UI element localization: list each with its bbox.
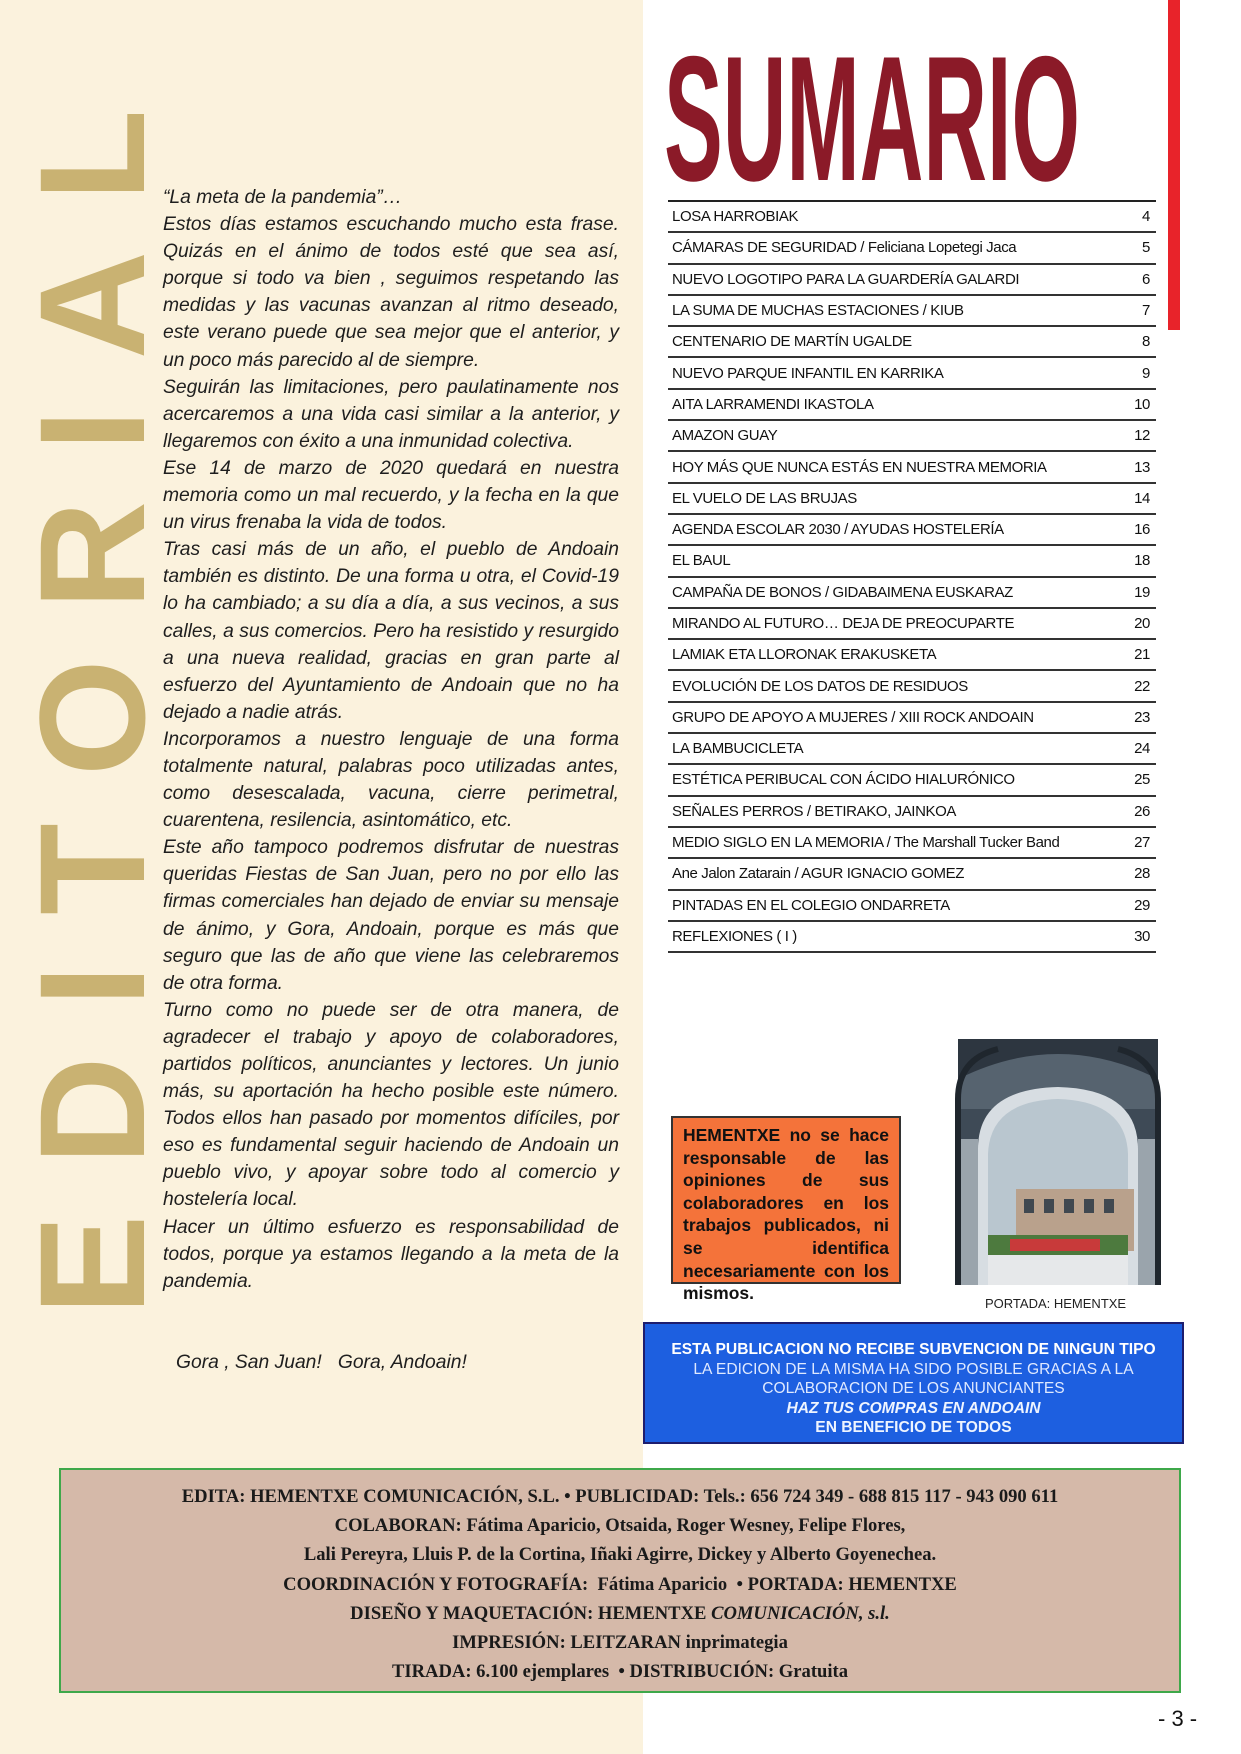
sumario-item[interactable] <box>668 765 1156 796</box>
sumario-item-label: NUEVO LOGOTIPO PARA LA GUARDERÍA GALARDI <box>672 270 1020 288</box>
sumario-item-page: 27 <box>1134 834 1150 852</box>
credits-line: EDITA: HEMENTXE COMUNICACIÓN, S.L. • PUBLICIDAD: Tels.: 656 724 349 - 688 815 117 - 943 090 611 <box>181 1486 1059 1507</box>
sumario-item[interactable] <box>668 452 1156 483</box>
sumario-item-page: 5 <box>1142 239 1150 257</box>
sumario-item-page: 4 <box>1142 208 1150 226</box>
sumario-item-page: 6 <box>1142 270 1150 288</box>
sumario-item[interactable] <box>668 296 1156 327</box>
sumario-item[interactable] <box>668 327 1156 358</box>
sumario-item[interactable] <box>668 578 1156 609</box>
sumario-item-label: CÁMARAS DE SEGURIDAD / Feliciana Lopetegi Jaca <box>672 239 1017 257</box>
sumario-item-label: EL VUELO DE LAS BRUJAS <box>672 489 857 507</box>
sumario-item-label: AMAZON GUAY <box>672 427 778 445</box>
sumario-item-label: NUEVO PARQUE INFANTIL EN KARRIKA <box>672 364 944 382</box>
sumario-item-label: ESTÉTICA PERIBUCAL CON ÁCIDO HIALURÓNICO <box>672 771 1015 789</box>
editorial-paragraph: Incorporamos a nuestro lenguaje de una forma totalmente natural, palabras poco utilizadas antes, como desescalada, vacuna, cierre perimetral, cuarentena, resilencia, asintomático, etc. <box>163 728 619 832</box>
editorial-paragraph: Estos días estamos escuchando mucho esta frase. Quizás en el ánimo de todos esté que sea así, porque si todo va bien , seguimos respetando las medidas y las vacunas avanzan al ritmo deseado, este verano puede que sea mejor que el anterior, y un poco más parecido al de siempre. <box>163 214 619 371</box>
sumario-item-page: 26 <box>1134 802 1150 820</box>
credits-box <box>59 1468 1181 1693</box>
credits-line <box>61 1599 1179 1628</box>
sumario-item-page: 22 <box>1134 677 1150 695</box>
sumario-item-page: 10 <box>1134 395 1150 413</box>
cover-photo <box>958 1039 1158 1285</box>
cover-photo-caption: PORTADA: HEMENTXE <box>985 1296 1127 1311</box>
sumario-item[interactable] <box>668 734 1156 765</box>
editorial-paragraph: Este año tampoco podremos disfrutar de nuestras queridas Fiestas de San Juan, pero no por ello las firmas comerciales han dejado de enviar su mensaje de ánimo, y Gora, Andoain, porque es más que seguro que las de año que viene las celebraremos de otra forma. <box>163 837 619 994</box>
sumario-item-page: 8 <box>1142 333 1150 351</box>
sumario-item-page: 21 <box>1134 646 1150 664</box>
editorial-paragraph: Hacer un último esfuerzo es responsabilidad de todos, porque ya estamos llegando a la meta de la pandemia. <box>163 1216 619 1292</box>
sumario-item-label: MEDIO SIGLO EN LA MEMORIA / The Marshall Tucker Band <box>672 834 1060 852</box>
sumario-title-text: SUMARIO <box>664 19 1080 218</box>
sumario-item[interactable] <box>668 265 1156 296</box>
credits-line: COORDINACIÓN Y FOTOGRAFÍA: Fátima Aparicio • PORTADA: HEMENTXE <box>283 1573 957 1595</box>
sumario-item-label: HOY MÁS QUE NUNCA ESTÁS EN NUESTRA MEMORIA <box>672 458 1047 476</box>
sumario-item-page: 14 <box>1134 489 1150 507</box>
sumario-item-label: Ane Jalon Zatarain / AGUR IGNACIO GOMEZ <box>672 865 964 883</box>
sumario-item[interactable] <box>668 922 1156 953</box>
sumario-item-label: AITA LARRAMENDI IKASTOLA <box>672 395 874 413</box>
sumario-item-page: 28 <box>1134 865 1150 883</box>
funding-notice-line: COLABORACION DE LOS ANUNCIANTES <box>762 1380 1065 1398</box>
editorial-paragraph: Turno como no puede ser de otra manera, de agradecer el trabajo y apoyo de colaboradores, partidos políticos, anunciantes y lectores. Un junio más, su aportación ha hecho posible este número. Todos ellos han pasado por momentos difíciles, por eso es fundamental seguir haciendo de Andoain un pueblo vivo, y apoyar sobre todo al comercio y hostelería local. <box>163 999 619 1211</box>
sumario-item-label: PINTADAS EN EL COLEGIO ONDARRETA <box>672 896 950 914</box>
sumario-item-page: 19 <box>1134 583 1150 601</box>
editorial-paragraph: “La meta de la pandemia”… <box>163 187 403 208</box>
funding-notice-line: HAZ TUS COMPRAS EN ANDOAIN <box>786 1399 1041 1417</box>
editorial-vertical-title: EDITORIAL <box>8 59 176 1315</box>
sumario-list <box>668 200 1156 953</box>
sumario-item-page: 20 <box>1134 615 1150 632</box>
sumario-item[interactable] <box>668 828 1156 859</box>
funding-notice-line: LA EDICION DE LA MISMA HA SIDO POSIBLE GRACIAS A LA <box>693 1360 1134 1378</box>
sumario-item-label: AGENDA ESCOLAR 2030 / AYUDAS HOSTELERÍA <box>672 521 1004 539</box>
sumario-item-page: 16 <box>1134 521 1150 539</box>
sumario-item[interactable] <box>668 609 1156 640</box>
sumario-item[interactable] <box>668 484 1156 515</box>
funding-notice-line: EN BENEFICIO DE TODOS <box>815 1419 1012 1437</box>
sumario-item[interactable] <box>668 797 1156 828</box>
sumario-item-label: SEÑALES PERROS / BETIRAKO, JAINKOA <box>672 802 956 820</box>
sumario-item-page: 25 <box>1134 771 1150 789</box>
credits-design-company: COMUNICACIÓN, s.l. <box>711 1602 890 1624</box>
credits-line: TIRADA: 6.100 ejemplares • DISTRIBUCIÓN: Gratuita <box>391 1661 849 1683</box>
editorial-sign-off: Gora , San Juan! Gora, Andoain! <box>176 1352 467 1373</box>
sumario-item-label: GRUPO DE APOYO A MUJERES / XIII ROCK ANDOAIN <box>672 708 1034 726</box>
sumario-item-page: 23 <box>1134 708 1150 726</box>
editorial-paragraph: Ese 14 de marzo de 2020 quedará en nuestra memoria como un mal recuerdo, y la fecha en la que un virus frenaba la vida de todos. <box>163 457 619 534</box>
credits-line: Lali Pereyra, Lluis P. de la Cortina, Iñaki Agirre, Dickey y Alberto Goyenechea. <box>303 1544 937 1566</box>
funding-notice-line: ESTA PUBLICACION NO RECIBE SUBVENCION DE NINGUN TIPO <box>671 1341 1156 1358</box>
sumario-item-label: CENTENARIO DE MARTÍN UGALDE <box>672 333 912 351</box>
sumario-item-label: LA BAMBUCICLETA <box>672 740 804 758</box>
sumario-item-label: EL BAUL <box>672 552 731 570</box>
sumario-item[interactable] <box>668 515 1156 546</box>
sumario-item-page: 9 <box>1142 364 1150 382</box>
sumario-item[interactable] <box>668 390 1156 421</box>
credits-line: IMPRESIÓN: LEITZARAN inprimategia <box>452 1632 788 1654</box>
sumario-item-label: CAMPAÑA DE BONOS / GIDABAIMENA EUSKARAZ <box>672 583 1013 601</box>
sumario-item[interactable] <box>668 671 1156 702</box>
sumario-item[interactable] <box>668 640 1156 671</box>
sumario-item[interactable] <box>668 233 1156 264</box>
sumario-item[interactable] <box>668 421 1156 452</box>
editorial-paragraph: Seguirán las limitaciones, pero paulatinamente nos acercaremos a una vida casi similar a la anterior, y llegaremos con éxito a una inmunidad colectiva. <box>163 376 619 452</box>
sumario-item-label: LOSA HARROBIAK <box>672 208 799 226</box>
sumario-item[interactable] <box>668 358 1156 389</box>
funding-notice <box>643 1322 1184 1444</box>
sumario-item-page: 24 <box>1134 740 1150 758</box>
sumario-item-page: 29 <box>1134 896 1150 914</box>
sumario-item-page: 18 <box>1134 552 1150 570</box>
editorial-paragraph: Tras casi más de un año, el pueblo de Andoain también es distinto. De una forma u otra, el Covid-19 lo ha cambiado; a su día a día, a sus vecinos, a sus calles, a sus comercios. Pero ha resistido y resurgido a una nueva realidad, gracias en gran parte al esfuerzo del Ayuntamiento de Andoain que no ha dejado a nadie atrás. <box>163 539 619 723</box>
sumario-item-page: 7 <box>1142 302 1150 320</box>
sumario-item[interactable] <box>668 891 1156 922</box>
disclaimer-box: HEMENTXE no se hace responsable de las opiniones de sus colaboradores en los trabajos publicados, ni se identifica necesariamente con los mismos. <box>671 1116 901 1284</box>
sumario-item-label: LA SUMA DE MUCHAS ESTACIONES / KIUB <box>672 302 964 320</box>
credits-line: COLABORAN: Fátima Aparicio, Otsaida, Roger Wesney, Felipe Flores, <box>334 1515 906 1537</box>
sumario-item-label: REFLEXIONES ( I ) <box>672 927 797 945</box>
sumario-item[interactable] <box>668 703 1156 734</box>
sumario-item[interactable] <box>668 202 1156 233</box>
sumario-item-page: 12 <box>1134 427 1150 445</box>
page-number: - 3 - <box>1158 1706 1198 1731</box>
sumario-item-label: LAMIAK ETA LLORONAK ERAKUSKETA <box>672 646 937 664</box>
editorial-body <box>163 184 619 1295</box>
sumario-item-page: 13 <box>1134 458 1150 476</box>
sumario-item[interactable] <box>668 546 1156 577</box>
accent-red-bar <box>1168 0 1180 330</box>
sumario-item[interactable] <box>668 859 1156 890</box>
sumario-item-page: 30 <box>1134 927 1150 945</box>
sumario-item-label: MIRANDO AL FUTURO… DEJA DE PREOCUPARTE <box>672 615 1015 632</box>
credits-design: DISEÑO Y MAQUETACIÓN: HEMENTXE <box>350 1602 707 1624</box>
sumario-item-label: EVOLUCIÓN DE LOS DATOS DE RESIDUOS <box>672 677 968 695</box>
